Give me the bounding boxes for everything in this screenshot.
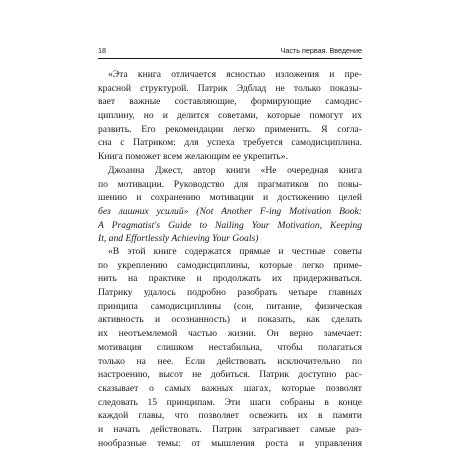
text-line: циплину, но и делится советами, которые помогут их xyxy=(98,110,362,122)
running-head xyxy=(98,45,362,57)
text-line: красной структурой. Патрик Эдблад не только показы- xyxy=(98,82,362,94)
text-line: их неотъемлемой частью жизни. Он верно замечает: xyxy=(98,328,362,340)
attribution-line: по мотивации. Руководство для прагматиков по повы- xyxy=(98,178,362,190)
testimonial-quote-2 xyxy=(98,245,362,450)
text-line: нить на практике и продолжать их придерживаться. xyxy=(98,273,362,285)
text-line: только на нее. Если действовать исключительно по xyxy=(98,355,362,367)
text-line: вает важные составляющие, формирующие самодис- xyxy=(98,96,362,108)
attribution-line: A Pragmatist's Guide to Nailing Your Motivation, Keeping xyxy=(98,219,362,231)
text-line: нообразные темы: от мышления роста и управления xyxy=(98,437,362,449)
text-line: Патрику удалось подробно разобрать четыре главных xyxy=(98,287,362,299)
attribution-line: Джоанна Джест, автор книги «Не очередная книга xyxy=(108,164,362,176)
attribution-line: без лишних усилий» (Not Another F-ing Motivation Book: xyxy=(98,205,362,217)
text-line: по укреплению самодисциплины, которые легко приме- xyxy=(98,259,362,271)
text-line: каждой главы, что позволяет освежить их в памяти xyxy=(98,410,362,422)
text-line: принципа самодисциплины (сон, питание, физическая xyxy=(98,300,362,312)
testimonial-quote-1 xyxy=(98,68,362,246)
section-title: Часть первая. Введение xyxy=(280,46,362,55)
text-line: сна с Патриком: для успеха требуется самодисциплина. xyxy=(98,137,362,149)
attribution-line: It, and Effortlessly Achieving Your Goals) xyxy=(98,233,259,245)
text-line: развить. Его рекомендации легко применить. Я согла- xyxy=(98,123,362,135)
text-line: сказывает о самых важных шагах, которые позволят xyxy=(98,382,362,394)
text-line: «В этой книге содержатся прямые и честные советы xyxy=(108,246,362,257)
text-line: следовать 15 принципам. Эти шаги собраны в конце xyxy=(98,396,362,408)
text-line: Книга поможет всем желающим ее укрепить». xyxy=(98,151,288,163)
text-line: настроению, высот не добиться. Патрик доступно рас- xyxy=(98,369,362,381)
text-line: и начать действовать. Патрик затрагивает самые раз- xyxy=(98,423,362,435)
attribution-line: шению и сохранению мотивации и достижению целей xyxy=(98,192,362,204)
page-number: 18 xyxy=(98,46,106,55)
header-rule xyxy=(98,58,362,59)
text-line: мотивация слишком нестабильна, чтобы полагаться xyxy=(98,341,362,353)
text-line: «Эта книга отличается ясностью изложения и пре- xyxy=(108,69,362,80)
text-line: активность и осознанность) и показать, как сделать xyxy=(98,314,362,326)
